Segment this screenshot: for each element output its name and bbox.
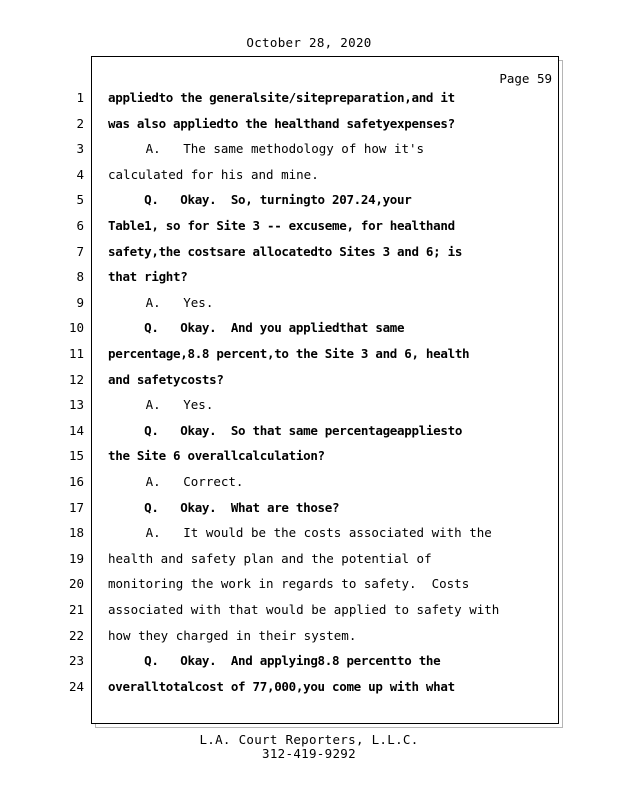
line-text: calculated for his and mine. <box>108 166 319 182</box>
line-text: overalltotalcost of 77,000,you come up with what <box>108 678 455 694</box>
line-number: 21 <box>68 602 84 617</box>
transcript-line <box>0 448 618 474</box>
line-number: 13 <box>68 397 84 413</box>
line-text: Q. Okay. So that same percentageappliesto <box>108 422 463 438</box>
line-number: 2 <box>76 115 84 131</box>
line-number: 19 <box>68 550 84 566</box>
line-text: A. The same methodology of how it's <box>108 141 425 157</box>
line-number: 8 <box>76 269 84 285</box>
line-number: 7 <box>76 243 84 259</box>
transcript-line <box>0 628 618 654</box>
transcript-line <box>0 653 618 679</box>
line-number: 14 <box>68 422 84 438</box>
transcript-line <box>0 141 618 167</box>
transcript-line <box>0 116 618 142</box>
line-number: 10 <box>68 320 84 336</box>
transcript-line <box>0 295 618 321</box>
line-number: 20 <box>68 576 84 592</box>
page-number: Page 59 <box>499 71 552 86</box>
line-text: associated with that would be applied to safety with <box>108 602 500 617</box>
line-text: that right? <box>108 269 188 285</box>
line-number: 23 <box>68 653 84 669</box>
line-number: 15 <box>68 448 84 464</box>
line-text: and safetycosts? <box>108 371 224 387</box>
footer <box>0 733 618 761</box>
line-text: safety,the costsare allocatedto Sites 3 and 6; is <box>108 243 463 259</box>
line-number: 11 <box>68 346 84 361</box>
transcript-date-header: October 28, 2020 <box>246 35 372 50</box>
line-text: appliedto the generalsite/sitepreparation,and it <box>108 90 455 105</box>
transcript-line <box>0 244 618 270</box>
line-text: Table1, so for Site 3 -- excuseme, for healthand <box>108 218 455 233</box>
line-number: 17 <box>68 499 84 515</box>
line-text: how they charged in their system. <box>108 627 357 643</box>
transcript-line <box>0 500 618 526</box>
line-number: 18 <box>68 525 84 541</box>
line-number: 3 <box>76 141 84 157</box>
line-text: A. Correct. <box>108 474 244 489</box>
transcript-line <box>0 602 618 628</box>
line-text: Q. Okay. So, turningto 207.24,your <box>108 192 412 208</box>
line-number: 16 <box>68 474 84 489</box>
line-number: 4 <box>76 166 84 182</box>
transcript-line <box>0 423 618 449</box>
line-text: Q. Okay. And applying8.8 percentto the <box>108 653 441 669</box>
line-text: A. Yes. <box>108 397 214 413</box>
transcript-line <box>0 474 618 500</box>
line-text: Q. Okay. What are those? <box>108 499 340 515</box>
reporter-phone: 312-419-9292 <box>262 746 356 761</box>
transcript-line <box>0 576 618 602</box>
line-text: A. It would be the costs associated with the <box>108 525 492 541</box>
transcript-line <box>0 346 618 372</box>
transcript-line <box>0 397 618 423</box>
transcript-line <box>0 679 618 705</box>
line-text: was also appliedto the healthand safetyexpenses? <box>108 115 455 131</box>
line-number: 9 <box>76 294 84 310</box>
line-text: monitoring the work in regards to safety. Costs <box>108 576 470 592</box>
transcript-line <box>0 218 618 244</box>
transcript-line <box>0 320 618 346</box>
line-text: health and safety plan and the potential of <box>108 550 432 566</box>
line-text: Q. Okay. And you appliedthat same <box>108 320 405 336</box>
line-number: 22 <box>68 627 84 643</box>
line-text: percentage,8.8 percent,to the Site 3 and 6, health <box>108 346 470 361</box>
line-number: 1 <box>76 90 84 105</box>
line-text: A. Yes. <box>108 294 214 310</box>
line-number: 24 <box>68 678 84 694</box>
transcript-line <box>0 372 618 398</box>
reporter-company: L.A. Court Reporters, L.L.C. <box>199 732 419 747</box>
transcript-line <box>0 167 618 193</box>
transcript-line <box>0 90 618 116</box>
transcript-line <box>0 192 618 218</box>
transcript-line <box>0 525 618 551</box>
transcript-line <box>0 269 618 295</box>
transcript-line <box>0 551 618 577</box>
line-number: 5 <box>76 192 84 208</box>
line-number: 6 <box>76 218 84 233</box>
line-text: the Site 6 overallcalculation? <box>108 448 325 464</box>
line-number: 12 <box>68 371 84 387</box>
